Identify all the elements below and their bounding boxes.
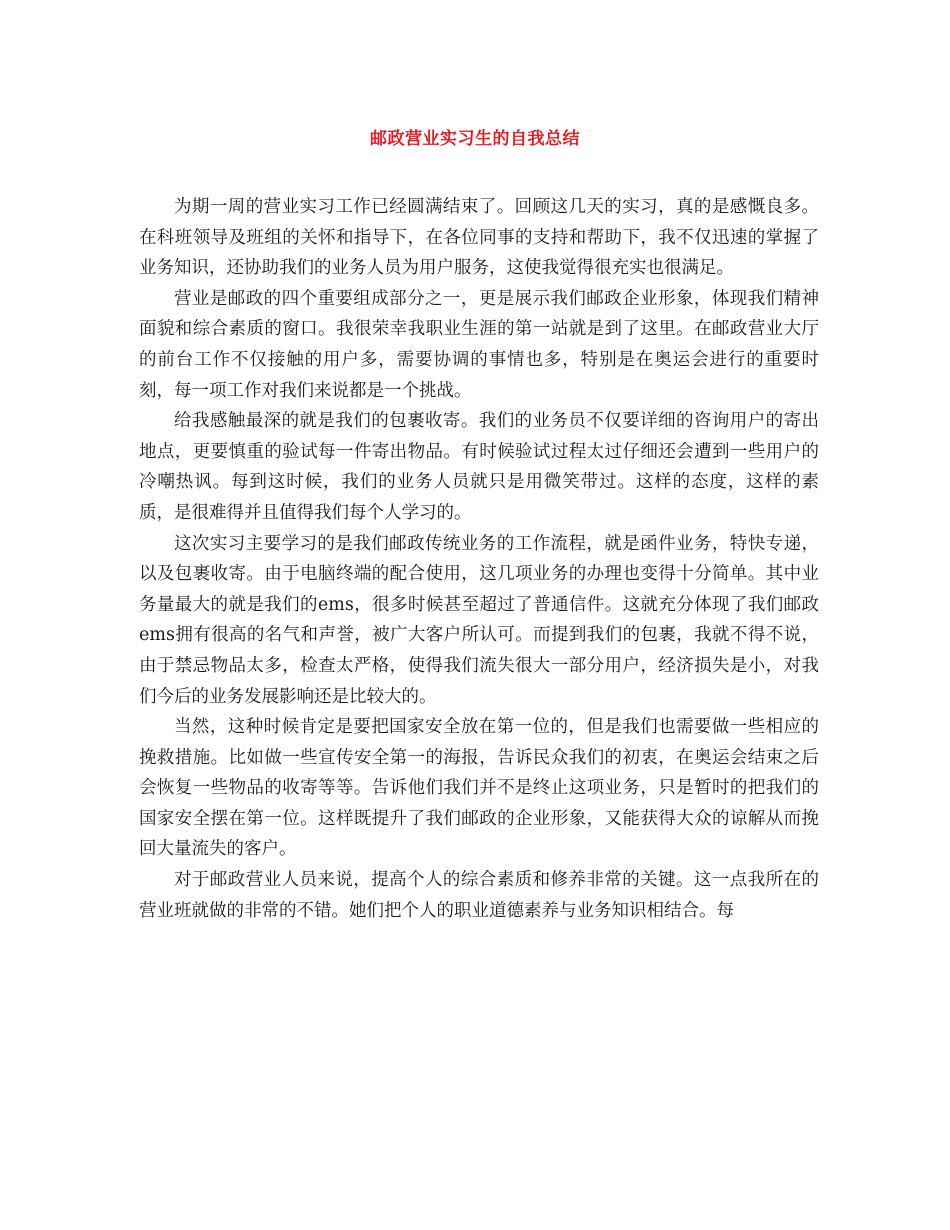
document-body (139, 192, 819, 926)
paragraph-2: 营业是邮政的四个重要组成部分之一，更是展示我们邮政企业形象，体现我们精神面貌和综合素质的窗口。我很荣幸我职业生涯的第一站就是到了这里。在邮政营业大厅的前台工作不仅接触的用户多，需要协调的事情也多，特别是在奥运会进行的重要时刻，每一项工作对我们来说都是一个挑战。 (139, 288, 819, 401)
paragraph-4: 这次实习主要学习的是我们邮政传统业务的工作流程，就是函件业务，特快专递，以及包裹收寄。由于电脑终端的配合使用，这几项业务的办理也变得十分简单。其中业务量最大的就是我们的ems，很多时候甚至超过了普通信件。这就充分体现了我们邮政ems拥有很高的名气和声誉，被广大客户所认可。而提到我们的包裹，我就不得不说，由于禁忌物品太多，检查太严格，使得我们流失很大一部分用户，经济损失是小，对我们今后的业务发展影响还是比较大的。 (139, 533, 819, 707)
paragraph-3: 给我感触最深的就是我们的包裹收寄。我们的业务员不仅要详细的咨询用户的寄出地点，更要慎重的验试每一件寄出物品。有时候验试过程太过仔细还会遭到一些用户的冷嘲热讽。每到这时候，我们的业务人员就只是用微笑带过。这样的态度，这样的素质，是很难得并且值得我们每个人学习的。 (139, 411, 819, 523)
paragraph-6: 对于邮政营业人员来说，提高个人的综合素质和修养非常的关键。这一点我所在的营业班就做的非常的不错。她们把个人的职业道德素养与业务知识相结合。每 (139, 870, 819, 921)
paragraph-1: 为期一周的营业实习工作已经圆满结束了。回顾这几天的实习，真的是感慨良多。在科班领导及班组的关怀和指导下，在各位同事的支持和帮助下，我不仅迅速的掌握了业务知识，还协助我们的业务人员为用户服务，这使我觉得很充实也很满足。 (139, 197, 819, 279)
document-title: 邮政营业实习生的自我总结 (370, 129, 580, 149)
paragraph-5: 当然，这种时候肯定是要把国家安全放在第一位的，但是我们也需要做一些相应的挽救措施。比如做一些宣传安全第一的海报，告诉民众我们的初衷，在奥运会结束之后会恢复一些物品的收寄等等。告诉他们我们并不是终止这项业务，只是暂时的把我们的国家安全摆在第一位。这样既提升了我们邮政的企业形象，又能获得大众的谅解从而挽回大量流失的客户。 (139, 717, 819, 860)
